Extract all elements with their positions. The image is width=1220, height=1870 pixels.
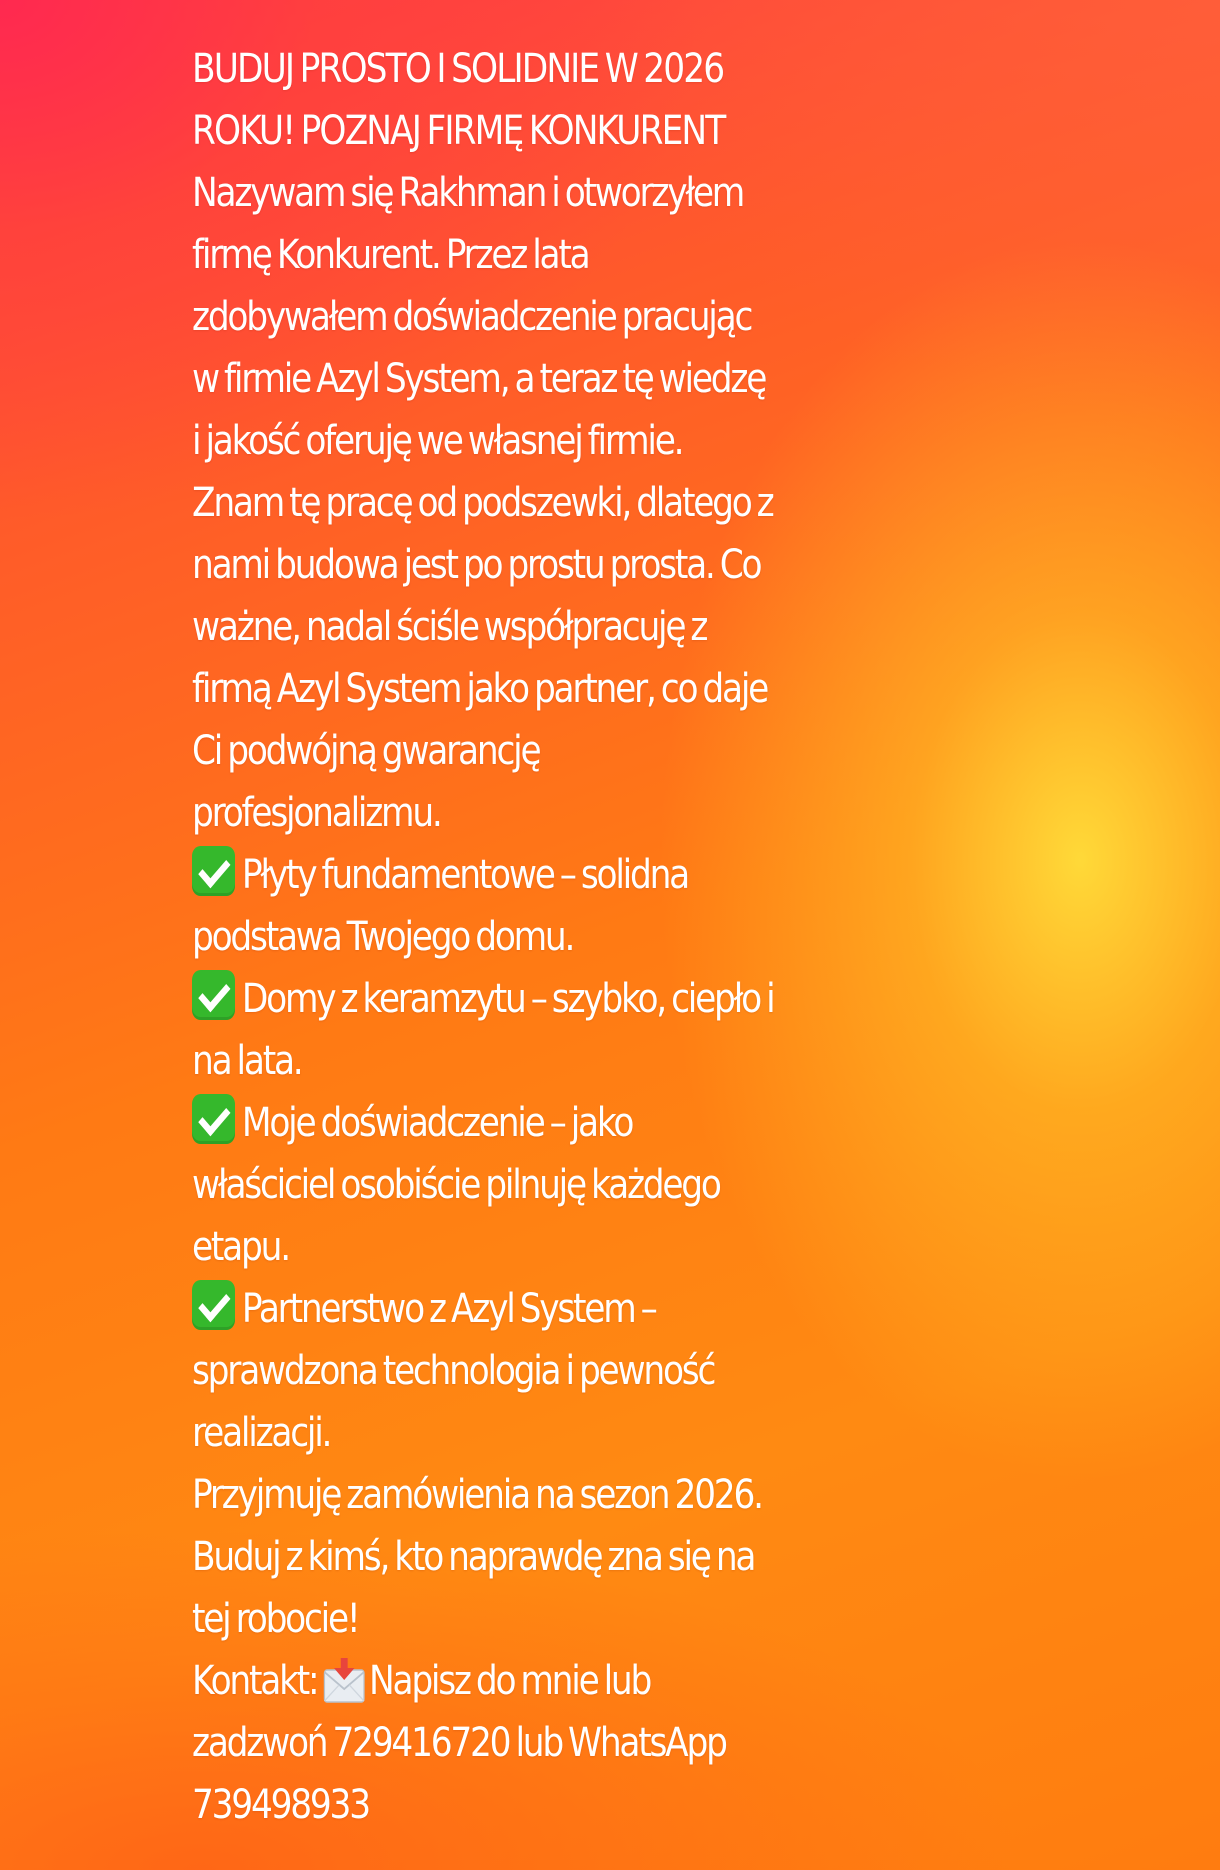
closing-line: Przyjmuję zamówienia na sezon 2026. xyxy=(192,1472,762,1518)
headline-line: ROKU! POZNAJ FIRMĘ KONKURENT xyxy=(192,108,725,154)
closing-line: tej robocie! xyxy=(192,1596,359,1642)
feature-text: Moje doświadczenie – jako xyxy=(241,1100,633,1146)
feature-item xyxy=(192,968,794,1030)
feature-text-line: sprawdzona technologia i pewność xyxy=(192,1348,715,1394)
contact-phone-line: zadzwoń 729416720 lub WhatsApp xyxy=(192,1720,726,1766)
check-mark-icon xyxy=(192,846,235,896)
intro-line: firmę Konkurent. Przez lata xyxy=(192,232,589,278)
intro-line: zdobywałem doświadczenie pracując xyxy=(192,294,752,340)
feature-text-line: realizacji. xyxy=(192,1410,331,1456)
intro-line: firmą Azyl System jako partner, co daje xyxy=(192,666,768,712)
intro-line: Znam tę pracę od podszewki, dlatego z xyxy=(192,480,773,526)
feature-text-line: na lata. xyxy=(192,1038,302,1084)
feature-text-line: właściciel osobiście pilnuję każdego xyxy=(192,1162,720,1208)
headline-line: BUDUJ PROSTO I SOLIDNIE W 2026 xyxy=(192,46,724,92)
feature-item xyxy=(192,1278,794,1340)
feature-text: Partnerstwo z Azyl System – xyxy=(241,1286,656,1332)
feature-item xyxy=(192,844,794,906)
contact-line xyxy=(192,1650,794,1712)
intro-line: i jakość oferuję we własnej firmie. xyxy=(192,418,683,464)
envelope-arrow-icon xyxy=(323,1656,366,1704)
feature-text: Płyty fundamentowe – solidna xyxy=(241,852,689,898)
feature-item xyxy=(192,1092,794,1154)
feature-text-line: etapu. xyxy=(192,1224,289,1270)
intro-line: profesjonalizmu. xyxy=(192,790,441,836)
intro-line: nami budowa jest po prostu prosta. Co xyxy=(192,542,761,588)
intro-line: Nazywam się Rakhman i otworzyłem xyxy=(192,170,744,216)
check-mark-icon xyxy=(192,1094,235,1144)
intro-line: Ci podwójną gwarancję xyxy=(192,728,540,774)
feature-text: Domy z keramzytu – szybko, ciepło i xyxy=(241,976,774,1022)
contact-text: Napisz do mnie lub xyxy=(368,1658,651,1704)
check-mark-icon xyxy=(192,1280,235,1330)
contact-whatsapp-line: 739498933 xyxy=(192,1782,369,1828)
closing-line: Buduj z kimś, kto naprawdę zna się na xyxy=(192,1534,755,1580)
contact-label: Kontakt: xyxy=(192,1658,318,1704)
intro-line: w firmie Azyl System, a teraz tę wiedzę xyxy=(192,356,766,402)
intro-line: ważne, nadal ściśle współpracuję z xyxy=(192,604,707,650)
feature-text-line: podstawa Twojego domu. xyxy=(192,914,574,960)
story-text-overlay xyxy=(192,38,794,1836)
check-mark-icon xyxy=(192,970,235,1020)
